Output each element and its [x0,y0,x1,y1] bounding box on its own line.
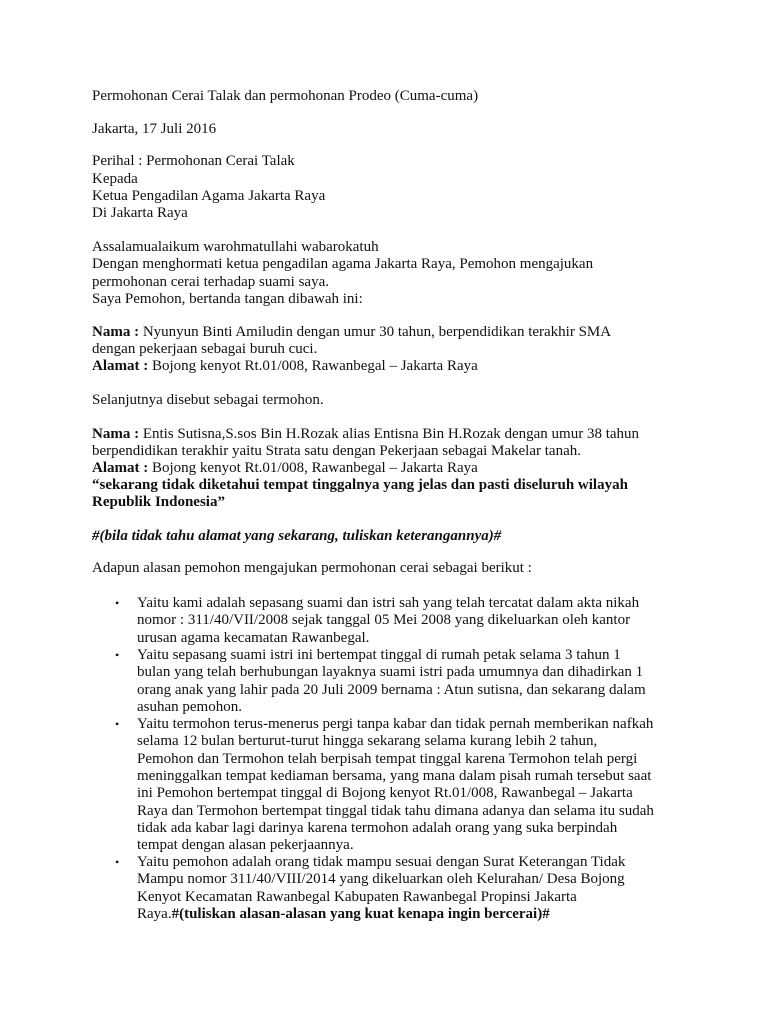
line-text: meninggalkan tempat kediaman bersama, yang mana dalam pisah rumah tersebut saat [137,767,652,784]
list-item-line [137,803,654,820]
list-item-line [137,837,354,854]
list-item-line [137,751,637,768]
list-item-line [137,733,597,750]
line-text: orang anak yang lahir pada 20 Juli 2009 bernama : Atun sutisna, dan sekarang dalam [137,681,646,698]
list-item-line [137,595,639,612]
line-text: Pemohon dan Termohon telah berpisah tempat tinggal karena Termohon telah pergi [137,750,638,767]
line-text: tempat dengan alasan pekerjaannya. [137,837,354,854]
termohon-note: “sekarang tidak diketahui tempat tinggalnya yang jelas dan pasti diseluruh wilayah [92,477,628,493]
perihal: Perihal : Permohonan Cerai Talak [92,153,295,169]
list-item-line [137,820,617,837]
list-item-line [137,716,653,733]
list-item-line [137,871,625,888]
line-text: ini Pemohon bertempat tinggal di Bojong kenyot Rt.01/008, Rawanbegal – Jakarta [137,785,633,802]
label: Alamat : [92,358,149,374]
label: Nama : [92,426,140,442]
value: Bojong kenyot Rt.01/008, Rawanbegal – Jakarta Raya [148,460,478,476]
adapun: Adapun alasan pemohon mengajukan permohonan cerai sebagai berikut : [92,560,532,576]
line-text: urusan agama kecamatan Rawanbegal. [137,629,370,646]
opening-line: Dengan menghormati ketua pengadilan agama Jakarta Raya, Pemohon mengajukan [92,256,594,272]
pemohon-alamat [92,358,478,375]
instruction: #(bila tidak tahu alamat yang sekarang, tuliskan keterangannya)# [92,528,502,544]
opening-line: Saya Pemohon, bertanda tangan dibawah ini: [92,291,363,307]
value: Entis Sutisna,S.sos Bin H.Rozak alias Entisna Bin H.Rozak dengan umur 38 tahun [139,426,640,442]
line-text: asuhan pemohon. [137,698,242,715]
bullet-icon: • [115,855,120,869]
line-text: Yaitu sepasang suami istri ini bertempat tinggal di rumah petak selama 3 tahun 1 [137,647,621,663]
list-item-line [137,612,630,629]
line-text: selama 12 bulan berturut-turut hingga sekarang selama kurang lebih 2 tahun, [137,733,598,750]
recipient: Ketua Pengadilan Agama Jakarta Raya [92,188,326,204]
list-item-line [137,785,633,802]
greeting: Assalamualaikum warohmatullahi wabarokatuh [92,239,379,255]
line-text: Yaitu pemohon adalah orang tidak mampu sesuai dengan Surat Keterangan Tidak [137,854,626,870]
line-text: nomor : 311/40/VII/2008 sejak tanggal 05 Mei 2008 yang dikeluarkan oleh kantor [137,612,631,629]
closing-instruction: #(tuliskan alasan-alasan yang kuat kenapa ingin bercerai)# [171,905,550,922]
value: Bojong kenyot Rt.01/008, Rawanbegal – Jakarta Raya [148,358,478,374]
termohon-nama-cont: berpendidikan terakhir yaitu Strata satu dengan Pekerjaan sebagai Makelar tanah. [92,443,581,459]
list-item-line [137,630,369,647]
line-text: Yaitu termohon terus-menerus pergi tanpa kabar dan tidak pernah memberikan nafkah [137,716,654,732]
list-item-line [137,699,242,716]
line-text: tidak ada kabar lagi darinya karena termohon adalah orang yang suka berpindah [137,819,618,836]
list-item-line [137,906,550,923]
recipient-location: Di Jakarta Raya [92,205,188,221]
document-title: Permohonan Cerai Talak dan permohonan Prodeo (Cuma-cuma) [92,88,479,104]
line-text: Raya dan Termohon bertempat tinggal tidak tahu dimana adanya dan selama itu sudah [137,802,654,819]
line-text: Yaitu kami adalah sepasang suami dan istri sah yang telah tercatat dalam akta nikah [137,595,640,611]
opening-line: permohonan cerai terhadap suami saya. [92,274,329,290]
bullet-icon: • [115,648,120,662]
list-item-line [137,768,651,785]
kepada: Kepada [92,171,138,187]
line-text: Raya. [137,905,172,922]
list-item-line [137,664,643,681]
bullet-icon: • [115,717,120,731]
date-line: Jakarta, 17 Juli 2016 [92,121,217,137]
pemohon-nama [92,324,611,341]
pemohon-nama-cont: dengan pekerjaan sebagai buruh cuci. [92,341,318,357]
list-item-line [137,854,625,871]
label: Alamat : [92,460,149,476]
line-text: Kenyot Kecamatan Rawanbegal Kabupaten Rawanbegal Propinsi Jakarta [137,888,577,905]
termohon-nama [92,426,639,443]
list-item-line [137,682,646,699]
list-item-line [137,889,577,906]
bullet-icon: • [115,596,120,610]
selanjutnya: Selanjutnya disebut sebagai termohon. [92,392,324,408]
termohon-alamat [92,460,478,477]
value: Nyunyun Binti Amiludin dengan umur 30 tahun, berpendidikan terakhir SMA [139,324,612,340]
line-text: bulan yang telah berhubungan layaknya suami istri pada umumnya dan dihadirkan 1 [137,664,644,681]
list-item-line [137,647,621,664]
label: Nama : [92,324,140,340]
termohon-note-cont: Republik Indonesia” [92,494,225,510]
line-text: Mampu nomor 311/40/VIII/2014 yang dikeluarkan oleh Kelurahan/ Desa Bojong [137,871,625,888]
